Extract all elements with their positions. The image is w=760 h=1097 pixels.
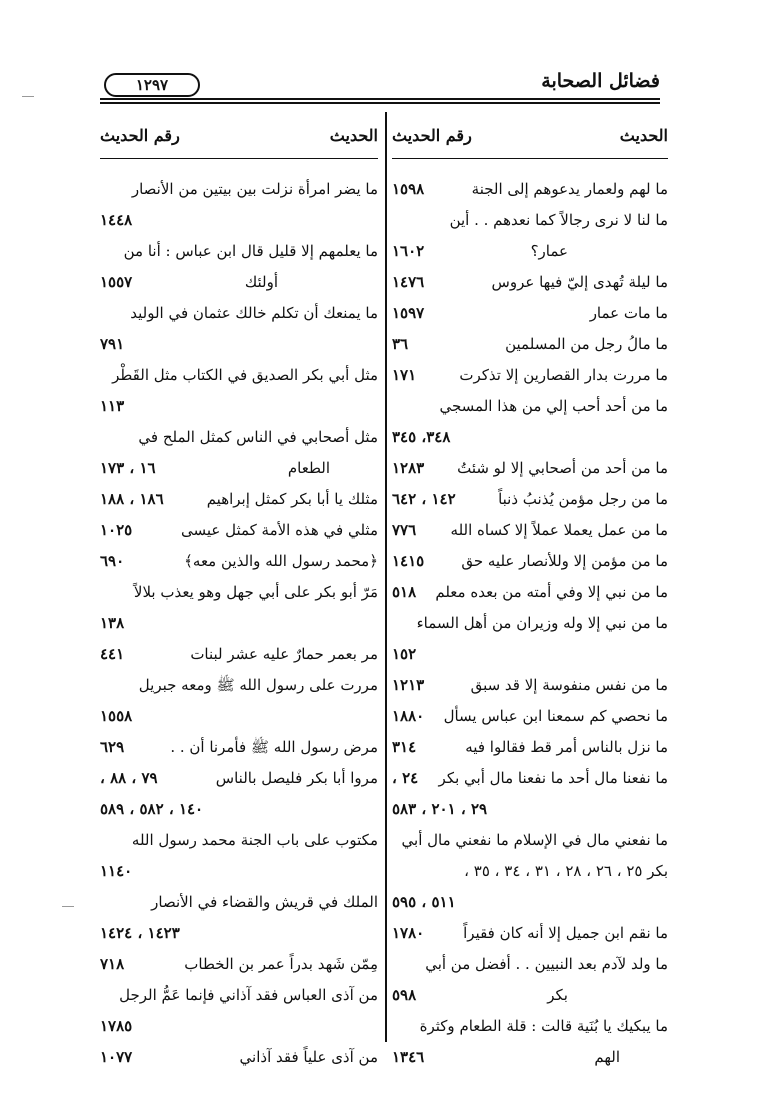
hadith-number: ٦٩٠ [100,552,125,570]
hadith-text: ما ولد لآدم بعد النبيين . . أفضل من أبي [425,955,668,973]
hadith-number: ١٣٤٦ [392,1048,425,1066]
hadith-text: مر بعمر حمارٌ عليه عشر لبنات [190,645,378,663]
index-line [100,1011,378,1042]
hadith-number: ١١٤٠ [100,862,133,880]
index-line [100,205,378,236]
index-line [392,515,668,546]
index-line [100,577,378,608]
index-line [392,484,668,515]
hadith-number: ٢٤ ، [392,769,419,787]
header-number: رقم الحديث [392,126,472,145]
index-line [100,236,378,267]
index-line [100,980,378,1011]
index-line [392,1011,668,1042]
hadith-text: ما يمنعك أن تكلم خالك عثمان في الوليد [130,304,378,322]
hadith-text: الملك في قريش والقضاء في الأنصار [151,893,378,911]
index-line [100,608,378,639]
index-line [392,763,668,794]
hadith-number: ١٨٦ ، ١٨٨ [100,490,164,508]
hadith-number: ١٥٥٧ [100,273,133,291]
index-line [392,205,668,236]
hadith-text: ما مالُ رجل من المسلمين [505,335,668,353]
hadith-text: مثل أصحابي في الناس كمثل الملح في [138,428,378,446]
index-line [100,825,378,856]
index-line [392,825,668,856]
index-line [100,391,378,422]
hadith-number: ١٨٨٠ [392,707,425,725]
hadith-text: مثلي في هذه الأمة كمثل عيسى [180,521,378,539]
index-line [392,546,668,577]
hadith-number: ١٦٠٢ [392,242,425,260]
index-line [100,794,378,825]
hadith-number: ١٤٢٣ ، ١٤٢٤ [100,924,180,942]
hadith-number: ١١٣ [100,397,125,415]
hadith-number: ١٤٤٨ [100,211,133,229]
hadith-text: الطعام [287,459,330,477]
hadith-text: ما نحصي كم سمعنا ابن عباس يسأل [443,707,668,725]
header-rule [100,98,660,100]
hadith-text: ما يعلمهم إلا قليل قال ابن عباس : أنا من [123,242,378,260]
book-title: فضائل الصحابة [541,70,660,92]
index-line [392,949,668,980]
column-divider [385,112,387,1042]
hadith-text: ما مررت بدار القصارين إلا تذكرت [459,366,668,384]
margin-mark [22,96,34,97]
index-line [392,794,668,825]
hadith-text: ﴿محمد رسول الله والذين معه﴾ [184,552,378,570]
hadith-text: ما من عمل يعملا عملاً إلا كساه الله [450,521,668,539]
index-line [100,856,378,887]
index-line [392,577,668,608]
index-line [392,856,668,887]
hadith-text: مررت على رسول الله ﷺ ومعه جبريل [138,676,378,694]
hadith-number: ٧٧٦ [392,521,417,539]
hadith-number: ٣١٤ [392,738,417,756]
hadith-number: ٢٩ ، ٢٠١ ، ٥٨٣ [392,800,488,818]
hadith-text: مرض رسول الله ﷺ فأمرنا أن . . [170,738,378,756]
hadith-text: ما ليلة تُهدى إليّ فيها عروس [491,273,668,291]
hadith-text: ما لهم ولعمار يدعوهم إلى الجنة [471,180,668,198]
margin-mark [62,906,74,907]
index-line [392,639,668,670]
index-line [392,701,668,732]
hadith-number: ١٧١ [392,366,417,384]
hadith-text: ما من أحد من أصحابي إلا لو شئتُ [457,459,668,477]
hadith-text: ما من مؤمن إلا وللأنصار عليه حق [461,552,668,570]
index-line [100,701,378,732]
index-line [100,329,378,360]
index-line [392,887,668,918]
hadith-text: بكر ٢٥ ، ٢٦ ، ٢٨ ، ٣١ ، ٣٤ ، ٣٥ ، [464,862,668,880]
index-column-left [100,112,378,1066]
index-line [100,298,378,329]
hadith-number: ١٤١٥ [392,552,425,570]
index-line [392,360,668,391]
index-line [392,1042,668,1073]
hadith-text: أولئك [244,273,278,291]
hadith-text: مروا أبا بكر فليصل بالناس [215,769,378,787]
hadith-text: ما نفعنا مال أحد ما نفعنا مال أبي بكر [438,769,668,787]
hadith-text: ما من نفس منفوسة إلا قد سبق [470,676,668,694]
hadith-text: ما يبكيك يا بُنَية قالت : قلة الطعام وكثرة [419,1017,668,1035]
hadith-number: ٥١١ ، ٥٩٥ [392,893,456,911]
index-line [392,236,668,267]
hadith-number: ١٥٩٨ [392,180,425,198]
index-line [100,949,378,980]
hadith-number: ١٤٧٦ [392,273,425,291]
running-head [100,70,660,100]
hadith-number: ٤٤١ [100,645,125,663]
index-line [100,422,378,453]
index-line [392,670,668,701]
hadith-text: بكر [547,986,568,1004]
index-line [392,391,668,422]
hadith-number: ١٥٥٨ [100,707,133,725]
column-header-rule [392,158,668,159]
hadith-text: ما من رجل مؤمن يُذنبُ ذنباً [498,490,668,508]
column-header [392,112,668,148]
index-line [100,887,378,918]
hadith-number: ١٧٨٥ [100,1017,133,1035]
index-line [392,732,668,763]
index-line [392,329,668,360]
hadith-text: من آذى علياً فقد آذاني [239,1048,378,1066]
hadith-text: ما مات عمار [589,304,668,322]
header-hadith: الحديث [329,126,378,145]
index-line [392,267,668,298]
index-line [100,763,378,794]
header-hadith: الحديث [619,126,668,145]
column-header [100,112,378,148]
entry-list [100,174,378,1073]
hadith-number: ١٧٨٠ [392,924,425,942]
hadith-number: ٧٩ ، ٨٨ ، [100,769,158,787]
hadith-number: ١٠٧٧ [100,1048,133,1066]
hadith-number: ١٠٢٥ [100,521,133,539]
index-line [392,453,668,484]
hadith-number: ١٥٢ [392,645,417,663]
index-line [100,732,378,763]
hadith-text: ما من نبي إلا وفي أمته من بعده معلم [435,583,668,601]
hadith-number: ١٣٨ [100,614,125,632]
hadith-number: ١٢٨٣ [392,459,425,477]
entry-list [392,174,668,1073]
index-line [100,360,378,391]
hadith-number: ١٤٠ ، ٥٨٢ ، ٥٨٩ [100,800,204,818]
index-line [100,670,378,701]
index-line [392,298,668,329]
hadith-text: مِمّن شَهد بدراً عمر بن الخطاب [184,955,378,973]
hadith-number: ٣٦ [392,335,409,353]
index-line [392,918,668,949]
hadith-text: ما من نبي إلا وله وزيران من أهل السماء [416,614,668,632]
hadith-number: ٧١٨ [100,955,125,973]
hadith-number: ١٤٢ ، ٦٤٢ [392,490,456,508]
index-line [100,1042,378,1073]
hadith-text: ما لنا لا نرى رجالاً كما نعدهم . . أين [449,211,668,229]
index-line [392,980,668,1011]
hadith-number: ٣٤٨، ٣٤٥ [392,428,451,446]
index-line [100,546,378,577]
hadith-text: عمار؟ [530,242,568,260]
hadith-text: ما نفعني مال في الإسلام ما نفعني مال أبي [401,831,668,849]
index-line [100,484,378,515]
hadith-text: من آذى العباس فقد آذاني فإنما عَمُّ الرجل [119,986,378,1004]
hadith-number: ١٢١٣ [392,676,425,694]
index-line [100,174,378,205]
hadith-number: ١٦ ، ١٧٣ [100,459,156,477]
hadith-text: ما من أحد أحب إلي من هذا المسجي [439,397,668,415]
index-line [392,174,668,205]
hadith-number: ١٥٩٧ [392,304,425,322]
column-header-rule [100,158,378,159]
index-line [392,422,668,453]
hadith-number: ٥٩٨ [392,986,417,1004]
hadith-text: ما نزل بالناس أمر قط فقالوا فيه [465,738,668,756]
index-line [100,639,378,670]
hadith-number: ٦٢٩ [100,738,125,756]
page-number: ١٢٩٧ [104,73,200,97]
index-line [100,918,378,949]
hadith-number: ٥١٨ [392,583,417,601]
index-line [100,267,378,298]
hadith-text: ما نقم ابن جميل إلا أنه كان فقيراً [463,924,668,942]
header-rule [100,102,660,104]
header-number: رقم الحديث [100,126,180,145]
index-line [392,608,668,639]
index-column-right [392,112,668,1066]
index-line [100,515,378,546]
hadith-text: مَرّ أبو بكر على أبي جهل وهو يعذب بلالاً [133,583,378,601]
index-line [100,453,378,484]
hadith-text: مكتوب على باب الجنة محمد رسول الله [131,831,378,849]
hadith-text: مثل أبي بكر الصديق في الكتاب مثل القَطْر [112,366,378,384]
hadith-number: ٧٩١ [100,335,125,353]
hadith-text: ما يضر امرأة نزلت بين بيتين من الأنصار [131,180,378,198]
hadith-text: الهم [594,1048,620,1066]
hadith-text: مثلك يا أبا بكر كمثل إبراهيم [206,490,378,508]
